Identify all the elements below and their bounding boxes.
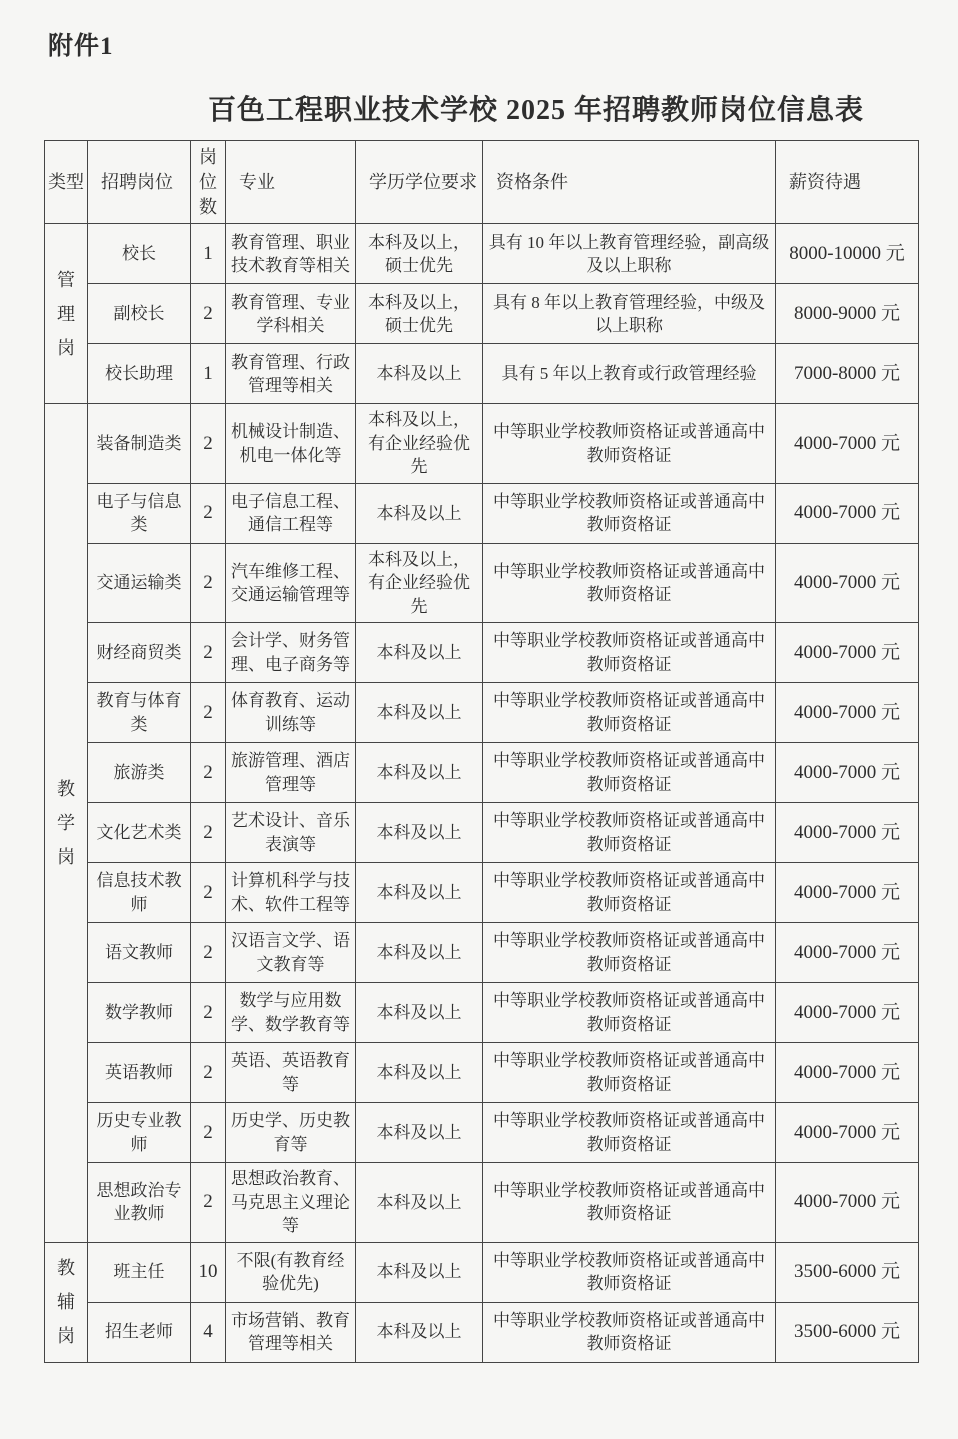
count-cell: 2 <box>191 743 226 803</box>
position-cell: 副校长 <box>88 284 191 344</box>
qualification-cell: 中等职业学校教师资格证或普通高中教师资格证 <box>483 1103 776 1163</box>
count-cell: 2 <box>191 404 226 483</box>
position-cell: 班主任 <box>88 1242 191 1302</box>
major-cell: 英语、英语教育等 <box>226 1043 356 1103</box>
major-cell: 市场营销、教育管理等相关 <box>226 1302 356 1362</box>
salary-cell: 8000-10000 元 <box>776 224 919 284</box>
qualification-cell: 中等职业学校教师资格证或普通高中教师资格证 <box>483 483 776 543</box>
salary-cell: 4000-7000 元 <box>776 543 919 622</box>
count-cell: 2 <box>191 1043 226 1103</box>
position-cell: 招生老师 <box>88 1302 191 1362</box>
table-row <box>45 623 919 683</box>
major-cell: 艺术设计、音乐表演等 <box>226 803 356 863</box>
position-cell: 教育与体育类 <box>88 683 191 743</box>
position-cell: 历史专业教师 <box>88 1103 191 1163</box>
education-cell: 本科及以上 <box>356 743 483 803</box>
major-cell: 汉语言文学、语文教育等 <box>226 923 356 983</box>
education-cell: 本科及以上 <box>356 683 483 743</box>
column-header: 岗位数 <box>191 141 226 224</box>
count-cell: 4 <box>191 1302 226 1362</box>
column-header: 资格条件 <box>483 141 776 224</box>
salary-cell: 4000-7000 元 <box>776 1163 919 1242</box>
major-cell: 汽车维修工程、交通运输管理等 <box>226 543 356 622</box>
major-cell: 数学与应用数学、数学教育等 <box>226 983 356 1043</box>
salary-cell: 4000-7000 元 <box>776 683 919 743</box>
salary-cell: 7000-8000 元 <box>776 344 919 404</box>
column-header: 类型 <box>45 141 88 224</box>
major-cell: 电子信息工程、通信工程等 <box>226 483 356 543</box>
column-header: 学历学位要求 <box>356 141 483 224</box>
salary-cell: 4000-7000 元 <box>776 404 919 483</box>
table-row <box>45 863 919 923</box>
count-cell: 2 <box>191 1103 226 1163</box>
count-cell: 2 <box>191 863 226 923</box>
table-row <box>45 483 919 543</box>
group-type-label: 教学岗 <box>57 778 75 868</box>
position-cell: 交通运输类 <box>88 543 191 622</box>
page-title: 百色工程职业技术学校 2025 年招聘教师岗位信息表 <box>207 95 864 126</box>
education-cell: 本科及以上 <box>356 803 483 863</box>
education-cell: 本科及以上，硕士优先 <box>356 284 483 344</box>
count-cell: 1 <box>191 344 226 404</box>
table-row <box>45 683 919 743</box>
table-row <box>45 1163 919 1242</box>
count-cell: 2 <box>191 623 226 683</box>
table-row <box>45 1043 919 1103</box>
table-row <box>45 284 919 344</box>
count-cell: 2 <box>191 683 226 743</box>
table-row <box>45 1103 919 1163</box>
table-row <box>45 1242 919 1302</box>
table-row <box>45 224 919 284</box>
qualification-cell: 中等职业学校教师资格证或普通高中教师资格证 <box>483 623 776 683</box>
qualification-cell: 具有 10 年以上教育管理经验，副高级及以上职称 <box>483 224 776 284</box>
major-cell: 会计学、财务管理、电子商务等 <box>226 623 356 683</box>
column-header: 招聘岗位 <box>88 141 191 224</box>
position-cell: 数学教师 <box>88 983 191 1043</box>
education-cell: 本科及以上 <box>356 1163 483 1242</box>
table-row <box>45 923 919 983</box>
education-cell: 本科及以上 <box>356 483 483 543</box>
table-header-row <box>45 141 919 224</box>
qualification-cell: 中等职业学校教师资格证或普通高中教师资格证 <box>483 683 776 743</box>
position-cell: 校长 <box>88 224 191 284</box>
salary-cell: 4000-7000 元 <box>776 863 919 923</box>
education-cell: 本科及以上 <box>356 983 483 1043</box>
column-header: 专业 <box>226 141 356 224</box>
group-type-label: 教辅岗 <box>57 1257 75 1347</box>
header-row <box>45 141 919 224</box>
major-cell: 计算机科学与技术、软件工程等 <box>226 863 356 923</box>
qualification-cell: 中等职业学校教师资格证或普通高中教师资格证 <box>483 1302 776 1362</box>
salary-cell: 4000-7000 元 <box>776 1103 919 1163</box>
salary-cell: 4000-7000 元 <box>776 923 919 983</box>
count-cell: 2 <box>191 543 226 622</box>
education-cell: 本科及以上，硕士优先 <box>356 224 483 284</box>
salary-cell: 3500-6000 元 <box>776 1302 919 1362</box>
qualification-cell: 中等职业学校教师资格证或普通高中教师资格证 <box>483 1043 776 1103</box>
table-row <box>45 983 919 1043</box>
group-type-cell <box>45 404 88 1242</box>
position-cell: 校长助理 <box>88 344 191 404</box>
count-cell: 2 <box>191 1163 226 1242</box>
education-cell: 本科及以上 <box>356 1242 483 1302</box>
position-cell: 电子与信息类 <box>88 483 191 543</box>
education-cell: 本科及以上 <box>356 1302 483 1362</box>
qualification-cell: 中等职业学校教师资格证或普通高中教师资格证 <box>483 923 776 983</box>
position-cell: 思想政治专业教师 <box>88 1163 191 1242</box>
qualification-cell: 中等职业学校教师资格证或普通高中教师资格证 <box>483 543 776 622</box>
qualification-cell: 具有 5 年以上教育或行政管理经验 <box>483 344 776 404</box>
education-cell: 本科及以上，有企业经验优先 <box>356 404 483 483</box>
group-type-cell <box>45 1242 88 1362</box>
education-cell: 本科及以上 <box>356 623 483 683</box>
count-cell: 10 <box>191 1242 226 1302</box>
education-cell: 本科及以上 <box>356 1103 483 1163</box>
group-type-label: 管理岗 <box>57 269 75 359</box>
major-cell: 思想政治教育、马克思主义理论等 <box>226 1163 356 1242</box>
table-row <box>45 344 919 404</box>
qualification-cell: 中等职业学校教师资格证或普通高中教师资格证 <box>483 1242 776 1302</box>
table-body <box>45 224 919 1362</box>
position-cell: 装备制造类 <box>88 404 191 483</box>
salary-cell: 4000-7000 元 <box>776 803 919 863</box>
major-cell: 教育管理、专业学科相关 <box>226 284 356 344</box>
job-table <box>44 140 919 1363</box>
table-row <box>45 803 919 863</box>
qualification-cell: 中等职业学校教师资格证或普通高中教师资格证 <box>483 863 776 923</box>
major-cell: 体育教育、运动训练等 <box>226 683 356 743</box>
attachment-label: 附件1 <box>48 33 114 60</box>
salary-cell: 4000-7000 元 <box>776 743 919 803</box>
table-row <box>45 543 919 622</box>
major-cell: 旅游管理、酒店管理等 <box>226 743 356 803</box>
position-cell: 财经商贸类 <box>88 623 191 683</box>
position-cell: 语文教师 <box>88 923 191 983</box>
salary-cell: 4000-7000 元 <box>776 483 919 543</box>
qualification-cell: 中等职业学校教师资格证或普通高中教师资格证 <box>483 983 776 1043</box>
count-cell: 2 <box>191 284 226 344</box>
major-cell: 不限(有教育经验优先) <box>226 1242 356 1302</box>
salary-cell: 4000-7000 元 <box>776 623 919 683</box>
salary-cell: 8000-9000 元 <box>776 284 919 344</box>
salary-cell: 4000-7000 元 <box>776 1043 919 1103</box>
salary-cell: 4000-7000 元 <box>776 983 919 1043</box>
major-cell: 机械设计制造、机电一体化等 <box>226 404 356 483</box>
education-cell: 本科及以上 <box>356 923 483 983</box>
qualification-cell: 中等职业学校教师资格证或普通高中教师资格证 <box>483 1163 776 1242</box>
group-type-cell <box>45 224 88 404</box>
major-cell: 教育管理、行政管理等相关 <box>226 344 356 404</box>
count-cell: 2 <box>191 923 226 983</box>
position-cell: 英语教师 <box>88 1043 191 1103</box>
qualification-cell: 具有 8 年以上教育管理经验，中级及以上职称 <box>483 284 776 344</box>
count-cell: 1 <box>191 224 226 284</box>
education-cell: 本科及以上 <box>356 344 483 404</box>
salary-cell: 3500-6000 元 <box>776 1242 919 1302</box>
education-cell: 本科及以上，有企业经验优先 <box>356 543 483 622</box>
table-row <box>45 1302 919 1362</box>
education-cell: 本科及以上 <box>356 1043 483 1103</box>
table-row <box>45 404 919 483</box>
major-cell: 教育管理、职业技术教育等相关 <box>226 224 356 284</box>
position-cell: 旅游类 <box>88 743 191 803</box>
count-cell: 2 <box>191 983 226 1043</box>
position-cell: 信息技术教师 <box>88 863 191 923</box>
position-cell: 文化艺术类 <box>88 803 191 863</box>
education-cell: 本科及以上 <box>356 863 483 923</box>
qualification-cell: 中等职业学校教师资格证或普通高中教师资格证 <box>483 404 776 483</box>
count-cell: 2 <box>191 803 226 863</box>
table-row <box>45 743 919 803</box>
major-cell: 历史学、历史教育等 <box>226 1103 356 1163</box>
qualification-cell: 中等职业学校教师资格证或普通高中教师资格证 <box>483 743 776 803</box>
count-cell: 2 <box>191 483 226 543</box>
column-header: 薪资待遇 <box>776 141 919 224</box>
qualification-cell: 中等职业学校教师资格证或普通高中教师资格证 <box>483 803 776 863</box>
